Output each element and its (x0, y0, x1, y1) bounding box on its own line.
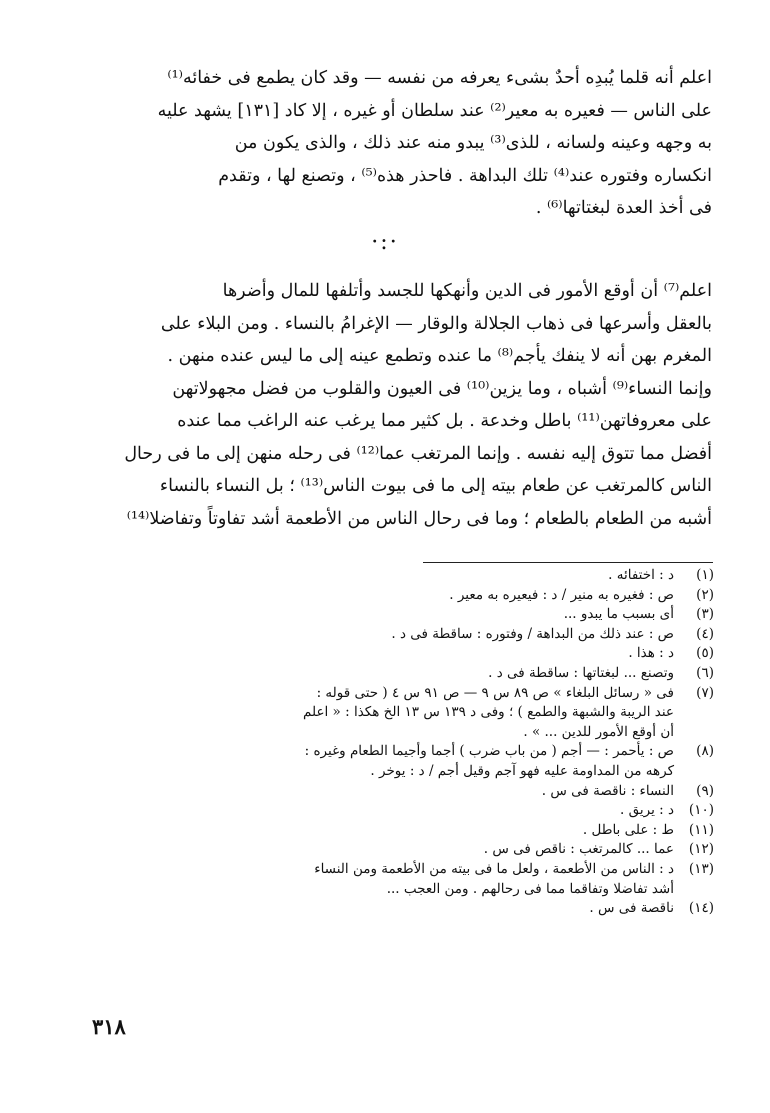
paragraph-1 (92, 62, 712, 225)
footnote-number: (١٠) (688, 802, 714, 819)
footnote-text: ص : فغيره به منير / د : فيعيره به معير . (449, 586, 674, 603)
paragraph-2 (92, 275, 712, 535)
paragraph-line: وإنما النساء⁽⁹⁾ أشباه ، وما يزين⁽¹⁰⁾ فى العيون والقلوب من فضل مجهولاتهن (172, 378, 712, 399)
footnote-number: (١٤) (688, 900, 714, 917)
paragraph-line: اعلم⁽⁷⁾ أن أوقع الأمور فى الدين وأنهكها للجسد وأتلفها للمال وأضرها (222, 281, 712, 301)
footnote (92, 566, 714, 586)
footnote-number: (٨) (696, 743, 714, 760)
footnote-text: النساء : ناقصة فى س . (541, 782, 674, 799)
footnote (92, 899, 714, 919)
page-number: ٣١٨ (92, 1014, 126, 1039)
footnote-text: فى « رسائل البلغاء » ص ٨٩ س ٩ — ص ٩١ س ٤ ( حتى قوله : عند الريبة والشبهة والطمع ) ؛ وفى د ١٣٩ س ١٣ الخ هكذا : « اعلم أن أوقع الأمور للدين ... » . (303, 684, 674, 740)
footnote-number: (١٣) (688, 860, 714, 877)
footnote-number: (٥) (696, 645, 714, 662)
paragraph-line: فى أخذ العدة لبغتاتها⁽⁶⁾ . (535, 198, 712, 218)
footnote-text: د : هذا . (628, 645, 674, 662)
footnote-text: د : الناس من الأطعمة ، ولعل ما فى بيته من الأطعمة ومن النساء أشد تفاضلا وتفاقما مما فى رحالهم . ومن العجب ... (314, 860, 674, 897)
footnote (92, 605, 714, 625)
paragraph-line: انكساره وفتوره عند⁽⁴⁾ تلك البداهة . فاحذر هذه⁽⁵⁾ ، وتصنع لها ، وتقدم (218, 165, 712, 186)
footnote (92, 840, 714, 860)
paragraph-line: المغرم بهن أنه لا ينفك يأجم⁽⁸⁾ ما عنده وتطمع عينه إلى ما ليس عنده منهن . (167, 346, 712, 366)
footnote (92, 684, 714, 743)
footnote (92, 644, 714, 664)
footnote-number: (٣) (696, 606, 714, 623)
footnote-number: (١٢) (688, 841, 714, 858)
footnote (92, 625, 714, 645)
footnote (92, 742, 714, 781)
footnote-number: (١١) (688, 821, 714, 838)
footnotes (92, 566, 714, 919)
footnote-number: (٢) (696, 586, 714, 603)
paragraph-line: أفضل مما تتوق إليه نفسه . وإنما المرتغب عما⁽¹²⁾ فى رحله منهن إلى ما فى رحال (124, 443, 712, 464)
footnote (92, 801, 714, 821)
paragraph-line: الناس كالمرتغب عن طعام بيته إلى ما فى بيوت الناس⁽¹³⁾ ؛ بل النساء بالنساء (159, 476, 712, 496)
footnote (92, 860, 714, 899)
footnote-divider (423, 562, 713, 563)
paragraph-line: بالعقل وأسرعها فى ذهاب الجلالة والوقار — الإغرامُ بالنساء . ومن البلاء على (160, 313, 712, 334)
paragraph-line: على الناس — فعيره به معير⁽²⁾ عند سلطان أو غيره ، إلا كاد [١٣١] يشهد عليه (157, 100, 712, 121)
footnote (92, 586, 714, 606)
footnote (92, 782, 714, 802)
footnote-text: أى بسبب ما يبدو ... (563, 606, 674, 623)
section-separator: ·:· (371, 230, 399, 255)
paragraph-line: على معروفاتهن⁽¹¹⁾ باطل وخدعة . بل كثير مما يرغب عنه الراغب مما عنده (177, 411, 712, 431)
footnote (92, 664, 714, 684)
footnote-text: ط : على باطل . (582, 821, 674, 838)
footnote-number: (١) (696, 567, 714, 583)
paragraph-line: به وجهه وعينه ولسانه ، للذى⁽³⁾ يبدو منه عند ذلك ، والذى يكون من (234, 133, 712, 153)
footnote-number: (٤) (696, 625, 714, 642)
footnote-text: عما ... كالمرتغب : ناقص فى س . (483, 841, 674, 858)
footnote-text: ناقصة فى س . (589, 900, 674, 917)
footnote-text: ص : عند ذلك من البداهة / وفتوره : ساقطة فى د . (391, 625, 674, 642)
footnote-text: ص : يأحمر : — أجم ( من باب ضرب ) أجما وأجيما الطعام وغيره : كرهه من المداومة عليه فهو آجم وقيل أجم / د : يوخر . (304, 743, 674, 779)
footnote-text: وتصنع ... لبغتاتها : ساقطة فى د . (488, 664, 674, 681)
footnote-number: (٧) (696, 684, 714, 701)
footnote (92, 821, 714, 841)
footnote-number: (٦) (696, 664, 714, 681)
paragraph-line: اعلم أنه قلما يُبدِه أحدٌ بشىء يعرفه من نفسه — وقد كان يطمع فى خفائه⁽¹⁾ (167, 68, 712, 88)
footnote-text: د : يريق . (620, 802, 674, 819)
paragraph-line: أشبه من الطعام بالطعام ؛ وما فى رحال الناس من الأطعمة أشد تفاوتاً وتفاضلا⁽¹⁴⁾ (126, 508, 712, 529)
footnote-number: (٩) (696, 782, 714, 799)
footnote-text: د : اختفائه . (608, 567, 674, 583)
